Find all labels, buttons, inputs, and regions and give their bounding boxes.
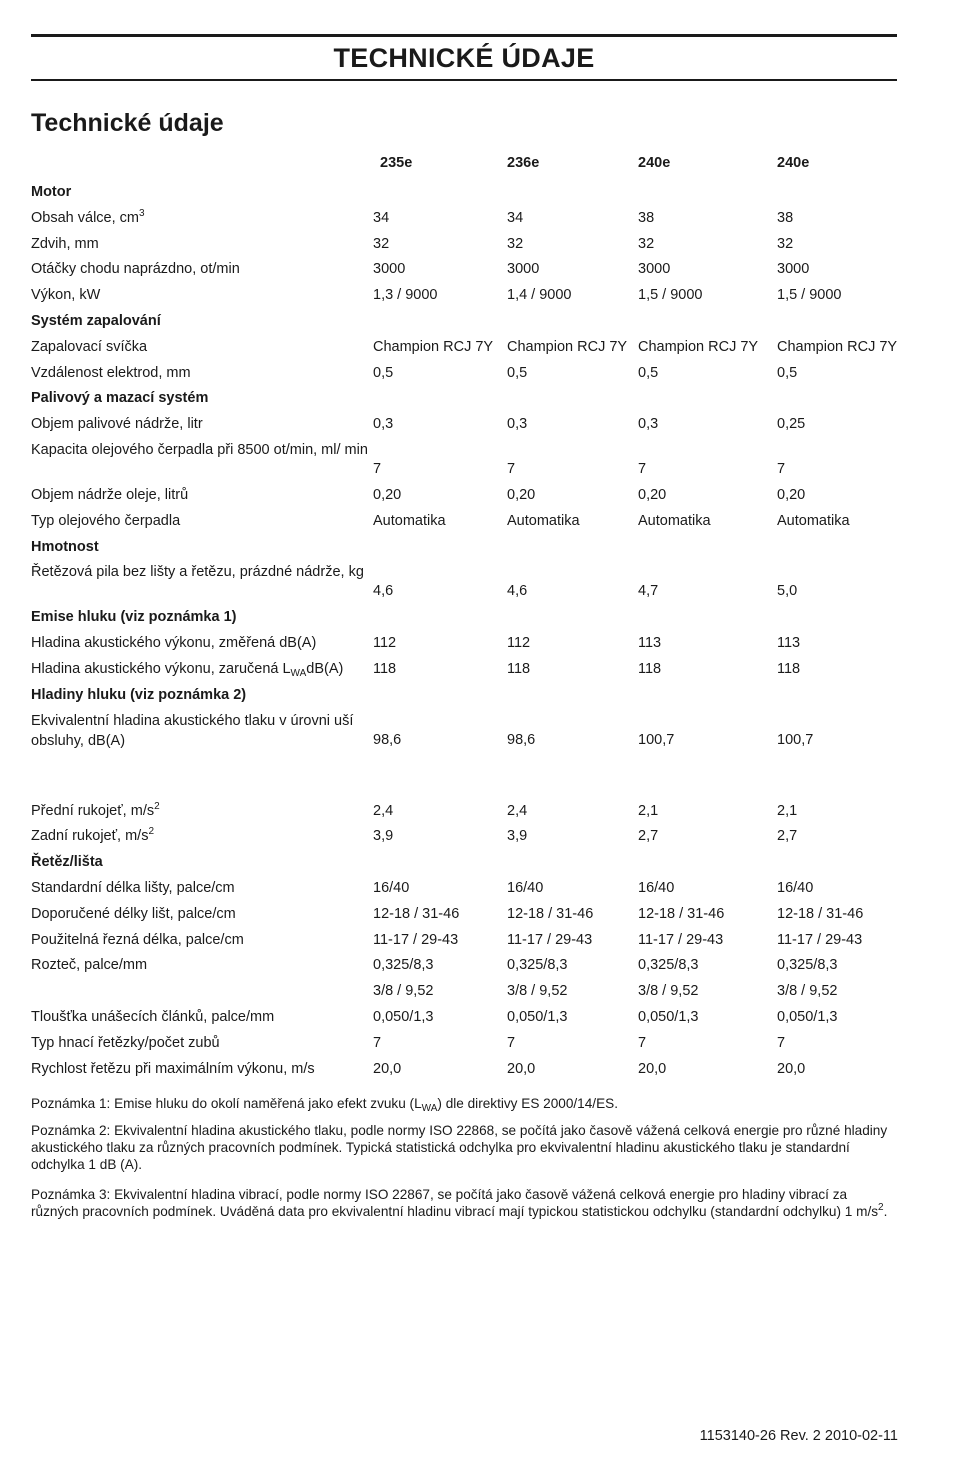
model-header-row [31,148,911,182]
spec-label [31,337,369,357]
spec-label-superscript: 2 [154,800,160,812]
spec-label-text: Palivový a mazací systém [31,390,209,407]
spec-value: 20,0 [507,1060,536,1077]
spec-value: 12-18 / 31-46 [777,905,864,922]
spec-value: 118 [507,660,531,677]
spec-value: 0,20 [777,486,806,503]
spec-value: 7 [638,460,647,477]
spec-label-text: Výkon, kW [31,287,101,304]
spec-row [31,955,911,981]
spec-value: 11-17 / 29-43 [638,931,724,948]
spec-label-superscript: 2 [148,826,155,838]
spec-value: 3000 [777,261,810,278]
spec-value: 98,6 [373,731,402,748]
spec-value: 11-17 / 29-43 [507,931,593,948]
spec-label-text: Doporučené délky lišt, palce/cm [31,905,236,922]
spec-value: 113 [777,635,801,652]
spec-label-text: Tloušťka unášecích článků, palce/mm [31,1008,275,1025]
spec-value: 1,5 / 9000 [777,287,842,304]
spec-value: 7 [373,1034,382,1051]
spec-value: 7 [777,1034,786,1051]
section-heading [31,537,369,557]
spec-label-text: Ekvivalentní hladina akustického tlaku v úrovni uší obsluhy, dB(A) [31,712,354,749]
spec-value: 3000 [638,261,671,278]
section-heading [31,685,369,705]
section-heading [31,388,369,408]
spec-row [31,756,911,801]
section-heading-row [31,311,911,337]
section-heading-row [31,537,911,563]
spec-row [31,826,911,852]
spec-label-text: Standardní délka lišty, palce/cm [31,879,235,896]
spec-label-text: Zadní rukojeť, m/s [31,828,149,845]
spec-value: 0,20 [373,486,402,503]
section-heading-row [31,388,911,414]
spec-label [31,801,369,821]
spec-label [31,363,369,383]
spec-value: 7 [373,460,382,477]
spec-value: 0,5 [638,364,659,381]
spec-label [31,511,369,531]
spec-value: 0,20 [507,486,536,503]
spec-value: 32 [638,235,655,252]
spec-value: Champion RCJ 7Y [507,338,628,355]
spec-value: 7 [777,460,786,477]
section-heading-row [31,852,911,878]
spec-value: Champion RCJ 7Y [777,338,898,355]
spec-label [31,414,369,434]
model-header: 235e [380,155,413,171]
spec-value: 3/8 / 9,52 [373,983,434,1000]
spec-label-text: Řetěz/lišta [31,854,103,871]
spec-label-subscript: WA [290,667,307,679]
spec-value: 2,7 [638,828,659,845]
spec-value: 2,4 [507,802,528,819]
spec-label [31,562,369,582]
spec-value: 20,0 [373,1060,402,1077]
spec-value: 16/40 [507,879,544,896]
section-heading-row [31,607,911,633]
spec-label-text: Hladiny hluku (viz poznámka 2) [31,686,247,703]
spec-value: 38 [638,209,655,226]
spec-label-text: Hladina akustického výkonu, změřená dB(A) [31,635,317,652]
spec-value: 3,9 [373,828,394,845]
spec-label-text: Emise hluku (viz poznámka 1) [31,609,237,626]
spec-row [31,511,911,537]
spec-label [31,633,369,653]
spec-value: Automatika [777,512,850,529]
spec-value: 1,3 / 9000 [373,287,438,304]
spec-row [31,659,911,685]
spec-label-unit: dB(A) [306,660,344,677]
note-3-text: Poznámka 3: Ekvivalentní hladina vibrací, podle normy ISO 22867, se počítá jako časově vážená celková energie pro hladiny vibrací za různých pracovních podmínek. Uváděná data pro ekvivalentní hladinu vibrací mají typickou statistickou odchylku (standardní odchylku) 1 m/s [31,1187,879,1219]
spec-value: Automatika [638,512,711,529]
spec-value: 12-18 / 31-46 [507,905,594,922]
spec-value: 32 [373,235,390,252]
spec-value: 2,4 [373,802,394,819]
note-2: Poznámka 2: Ekvivalentní hladina akustického tlaku, podle normy ISO 22868, se počítá jako časově vážená celková energie pro různé hladiny akustického tlaku za různých pracovních podmínek. Typická statistická odchylka pro ekvivalentní hladinu akustického tlaku je standardní odchylka 1 dB (A). [31,1123,888,1172]
spec-row [31,259,911,285]
spec-row [31,285,911,311]
spec-row [31,562,911,607]
spec-label-text: Hmotnost [31,538,99,555]
spec-value: 3/8 / 9,52 [777,983,838,1000]
spec-label [31,711,369,751]
banner-top-rule [31,34,897,37]
spec-label-text: Typ hnací řetězky/počet zubů [31,1034,220,1051]
spec-value: 0,3 [507,416,528,433]
spec-value: 1,4 / 9000 [507,287,572,304]
spec-value: 34 [507,209,524,226]
spec-label [31,930,369,950]
spec-label [31,208,369,228]
note-1-subscript: WA [421,1103,438,1114]
spec-value: 4,6 [507,583,528,600]
spec-value: 0,25 [777,416,806,433]
spec-value: 0,325/8,3 [373,957,434,974]
spec-value: 7 [507,460,516,477]
spec-label [31,955,369,975]
spec-label [31,285,369,305]
spec-label-text: Přední rukojeť, m/s [31,802,155,819]
spec-label-text: Rychlost řetězu při maximálním výkonu, m/s [31,1060,315,1077]
page-banner: TECHNICKÉ ÚDAJE [333,43,595,73]
spec-value: 7 [638,1034,647,1051]
spec-value: 4,6 [373,583,394,600]
spec-row [31,1059,911,1085]
note-1-text: Poznámka 1: Emise hluku do okolí naměřená jako efekt zvuku (L [31,1096,422,1111]
spec-value: 0,050/1,3 [638,1008,699,1025]
spec-label [31,259,369,279]
spec-row [31,711,911,756]
section-heading [31,607,369,627]
section-heading-row [31,182,911,208]
spec-value: 3,9 [507,828,528,845]
section-heading [31,852,369,872]
spec-value: 32 [507,235,524,252]
spec-value: 20,0 [638,1060,667,1077]
spec-value: 118 [638,660,662,677]
section-title: Technické údaje [31,109,224,137]
spec-value: 0,5 [507,364,528,381]
spec-value: 4,7 [638,583,659,600]
spec-value: 16/40 [777,879,814,896]
spec-value: 112 [373,635,397,652]
spec-value: Automatika [373,512,446,529]
spec-value: 12-18 / 31-46 [373,905,460,922]
spec-value: 2,1 [638,802,659,819]
banner-bottom-rule [31,79,897,81]
spec-row [31,930,911,956]
spec-value: 32 [777,235,794,252]
spec-value: 98,6 [507,731,536,748]
spec-value: 11-17 / 29-43 [373,931,459,948]
spec-row [31,485,911,511]
section-heading [31,311,369,331]
spec-label-text: Systém zapalování [31,312,161,329]
spec-value: 0,050/1,3 [507,1008,568,1025]
spec-label-text: Hladina akustického výkonu, zaručená L [31,660,291,677]
spec-value: 118 [373,660,397,677]
spec-label [31,234,369,254]
spec-value: 118 [777,660,801,677]
spec-row [31,904,911,930]
spec-value: 16/40 [638,879,675,896]
spec-label-text: Kapacita olejového čerpadla při 8500 ot/min, ml/ min [31,441,368,458]
note-1 [31,1095,897,1112]
spec-label [31,440,369,460]
spec-label-text: Řetězová pila bez lišty a řetězu, prázdné nádrže, kg [31,564,364,581]
spec-label-text: Motor [31,184,72,200]
spec-value: 0,050/1,3 [373,1008,434,1025]
spec-value: 0,5 [373,364,394,381]
spec-label [31,826,369,846]
spec-row [31,208,911,234]
spec-row [31,234,911,260]
spec-value: 0,3 [638,416,659,433]
spec-label-superscript: 3 [139,207,145,219]
spec-value: 20,0 [777,1060,806,1077]
spec-label [31,1059,369,1079]
spec-value: 7 [507,1034,516,1051]
spec-label-text: Obsah válce, cm [31,209,139,226]
note-1-tail: ) dle direktivy ES 2000/14/ES. [437,1096,618,1111]
spec-value: 3000 [507,261,540,278]
spec-value: 0,325/8,3 [638,957,699,974]
spec-label-text: Objem palivové nádrže, litr [31,416,203,433]
spec-value: 100,7 [777,731,814,748]
spec-row [31,414,911,440]
spec-value: Champion RCJ 7Y [638,338,759,355]
spec-label [31,904,369,924]
spec-value: 16/40 [373,879,410,896]
spec-value: Champion RCJ 7Y [373,338,494,355]
spec-value: 34 [373,209,390,226]
spec-label [31,659,369,679]
spec-value: 0,050/1,3 [777,1008,838,1025]
spec-value: 100,7 [638,731,675,748]
spec-value: 0,325/8,3 [507,957,568,974]
spec-label-text: Objem nádrže oleje, litrů [31,486,189,503]
spec-value: 5,0 [777,583,798,600]
spec-value: 0,20 [638,486,667,503]
spec-row [31,1007,911,1033]
spec-row [31,363,911,389]
model-header: 240e [638,155,671,171]
spec-value: 12-18 / 31-46 [638,905,725,922]
spec-row [31,981,911,1007]
model-header: 240e [777,155,810,171]
section-heading-row [31,685,911,711]
spec-row [31,878,911,904]
document-reference: 1153140-26 Rev. 2 2010-02-11 [699,1428,898,1444]
spec-label-text: Zdvih, mm [31,235,99,252]
spec-label-text: Otáčky chodu naprázdno, ot/min [31,261,240,278]
spec-row [31,337,911,363]
spec-row [31,440,911,485]
spec-value: 38 [777,209,794,226]
spec-value: 11-17 / 29-43 [777,931,863,948]
spec-value: 0,325/8,3 [777,957,838,974]
spec-value: 113 [638,635,662,652]
spec-row [31,801,911,827]
section-heading [31,182,369,202]
spec-label-text: Rozteč, palce/mm [31,957,148,974]
spec-label [31,1007,369,1027]
spec-label-text: Zapalovací svíčka [31,338,148,355]
spec-label [31,878,369,898]
spec-value: 3000 [373,261,406,278]
note-3 [31,1186,897,1220]
spec-value: 3/8 / 9,52 [507,983,568,1000]
spec-label-text: Vzdálenost elektrod, mm [31,364,191,381]
note-3-tail: . [883,1204,888,1219]
spec-value: 112 [507,635,531,652]
spec-value: 1,5 / 9000 [638,287,703,304]
spec-value: 2,7 [777,828,798,845]
spec-value: 0,3 [373,416,394,433]
spec-table [31,148,911,1084]
spec-rows [31,182,911,1084]
spec-row [31,1033,911,1059]
spec-label [31,1033,369,1053]
spec-label-text: Použitelná řezná délka, palce/cm [31,931,244,948]
spec-value: 3/8 / 9,52 [638,983,699,1000]
spec-label-text: Typ olejového čerpadla [31,512,181,529]
note-3-superscript: 2 [878,1202,884,1213]
spec-row [31,633,911,659]
spec-value: Automatika [507,512,580,529]
model-header: 236e [507,155,540,171]
spec-value: 0,5 [777,364,798,381]
spec-label [31,485,369,505]
spec-value: 2,1 [777,802,798,819]
